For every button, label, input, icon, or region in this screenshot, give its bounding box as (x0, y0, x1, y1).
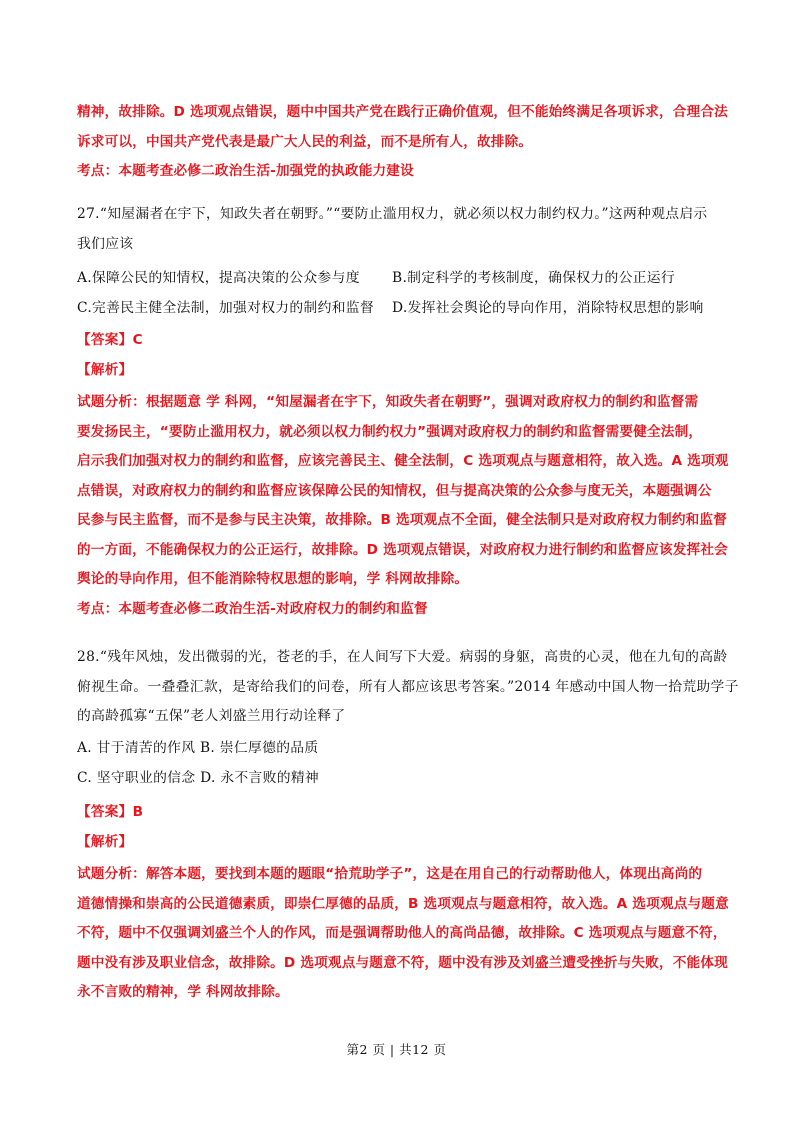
question-27-stem (77, 200, 727, 259)
question-27-analysis (77, 388, 727, 624)
question-28-options (77, 734, 727, 793)
text-line: 点错误，对政府权力的制约和监督应该保障公民的知情权，但与提高决策的公众参与度无关，本题强调公 (77, 482, 712, 499)
text-line: 27.“知屋漏者在宇下，知政失者在朝野。”“要防止滥用权力，就必须以权力制约权力。”这两种观点启示 (77, 206, 708, 222)
option-row: C. 坚守职业的信念 D. 永不言败的精神 (77, 769, 320, 786)
text-line: 题中没有涉及职业信念，故排除。D 选项观点与题意不符，题中没有涉及刘盛兰遭受挫折与失败，不能体现 (77, 954, 728, 971)
text-line: 的一方面，不能确保权力的公正运行，故排除。D 选项观点错误，对政府权力进行制约和监督应该发挥社会 (77, 541, 728, 558)
question-28-stem (77, 643, 739, 732)
text-line: 的高龄孤寡“五保”老人刘盛兰用行动诠释了 (77, 708, 346, 724)
analysis-label: 【解析】 (77, 833, 133, 850)
text-line: 民参与民主监督，而不是参与民主决策，故排除。B 选项观点不全面，健全法制只是对政府权力制约和监督 (77, 512, 728, 528)
text-line: 诉求可以，中国共产党代表是最广大人民的利益，而不是所有人，故排除。 (77, 133, 533, 150)
option-c: C.完善民主健全法制，加强对权力的制约和监督 (77, 299, 374, 316)
page-footer: 第2 页 | 共12 页 (346, 1042, 447, 1057)
option-d: D.发挥社会舆论的导向作用，消除特权思想的影响 (392, 299, 704, 316)
answer-label: 【答案】 (77, 804, 133, 820)
prev-analysis-continuation (77, 98, 727, 187)
question-28-answer (77, 798, 727, 857)
answer-value: C (132, 332, 143, 348)
analysis-label: 【解析】 (77, 361, 133, 378)
question-27-options (77, 264, 727, 323)
question-28-analysis (77, 860, 727, 1008)
option-row (77, 264, 727, 294)
text-line: 精神，故排除。D 选项观点错误，题中中国共产党在践行正确价值观，但不能始终满足各项诉求，合理合法 (77, 104, 728, 120)
question-27-answer (77, 326, 727, 385)
answer-value: B (132, 804, 144, 820)
option-a: A.保障公民的知情权，提高决策的公众参与度 (77, 270, 360, 286)
text-line: 舆论的导向作用，但不能消除特权思想的影响，学 科网故排除。 (77, 571, 469, 587)
answer-label: 【答案】 (77, 332, 133, 348)
text-line: 俯视生命。一叠叠汇款，是寄给我们的问卷，所有人都应该思考答案。”2014 年感动中国人物一拾荒助学子 (77, 678, 739, 695)
text-line: 道德情操和崇高的公民道德素质，即崇仁厚德的品质，B 选项观点与题意相符，故入选。A 选项观点与题意 (77, 895, 729, 912)
kaodian-line: 考点：本题考查必修二政治生活-加强党的执政能力建设 (77, 163, 414, 179)
text-line: 要发扬民主，“要防止滥用权力，就必须以权力制约权力”强调对政府权力的制约和监督需要健全法制， (77, 423, 703, 440)
option-b: B.制定科学的考核制度，确保权力的公正运行 (392, 270, 675, 286)
text-line: 28.“残年风烛，发出微弱的光，苍老的手，在人间写下大爱。病弱的身躯，高贵的心灵，他在九旬的高龄 (77, 649, 728, 665)
text-line: 永不言败的精神，学 科网故排除。 (77, 984, 289, 1000)
option-row (77, 294, 727, 324)
kaodian-line: 考点：本题考查必修二政治生活-对政府权力的制约和监督 (77, 600, 428, 617)
option-row: A. 甘于清苦的作风 B. 崇仁厚德的品质 (77, 740, 319, 756)
text-line: 试题分析：解答本题，要找到本题的题眼“拾荒助学子”，这是在用自己的行动帮助他人，体现出高尚的 (77, 866, 703, 882)
text-line: 启示我们加强对权力的制约和监督，应该完善民主、健全法制，C 选项观点与题意相符，故入选。A 选项观 (77, 453, 729, 469)
text-line: 我们应该 (77, 235, 134, 252)
text-line: 不符，题中不仅强调刘盛兰个人的作风，而是强调帮助他人的高尚品德，故排除。C 选项观点与题意不符， (77, 925, 727, 941)
text-line: 试题分析：根据题意 学 科网，“知屋漏者在宇下，知政失者在朝野”，强调对政府权力的制约和监督需 (77, 394, 699, 410)
